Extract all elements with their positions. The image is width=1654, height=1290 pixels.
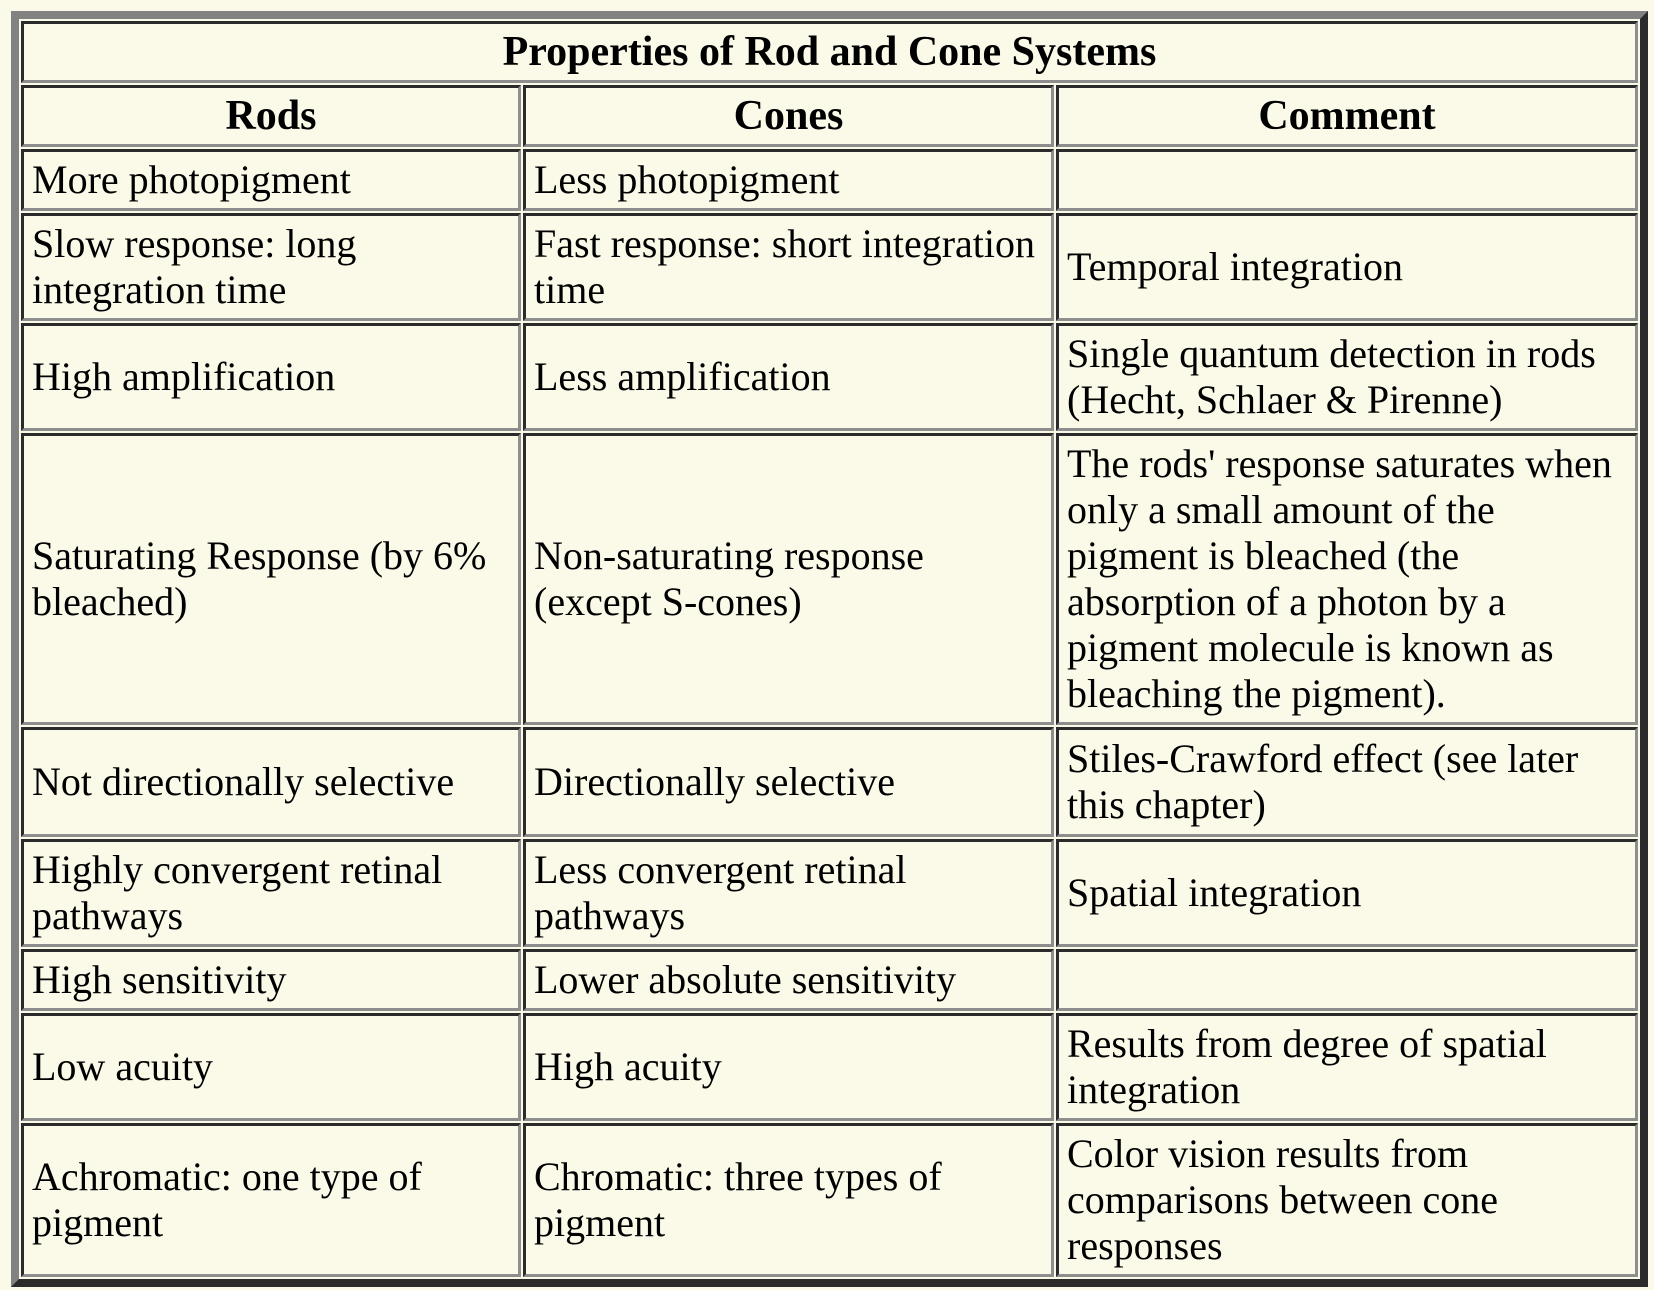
cell-rods: High amplification [21,323,521,431]
table-row [21,1123,1638,1277]
column-header-cones: Cones [523,85,1054,147]
cell-comment: Results from degree of spatial integration [1056,1013,1638,1121]
cell-cones: Non-saturating response (except S-cones) [523,433,1054,725]
cell-rods: Highly convergent retinal pathways [21,839,521,947]
table-title-row [21,21,1638,83]
cell-rods: More photopigment [21,149,521,211]
table-row [21,949,1638,1011]
table-row [21,213,1638,321]
table-row [21,727,1638,837]
cell-rods: Saturating Response (by 6% bleached) [21,433,521,725]
rod-cone-properties-table [11,11,1648,1287]
cell-rods: Achromatic: one type of pigment [21,1123,521,1277]
column-header-rods: Rods [21,85,521,147]
cell-cones: High acuity [523,1013,1054,1121]
cell-rods: Not directionally selective [21,727,521,837]
cell-cones: Chromatic: three types of pigment [523,1123,1054,1277]
cell-rods: Slow response: long integration time [21,213,521,321]
cell-comment: Color vision results from comparisons between cone responses [1056,1123,1638,1277]
cell-comment: Temporal integration [1056,213,1638,321]
cell-comment: The rods' response saturates when only a small amount of the pigment is bleached (the absorption of a photon by a pigment molecule is known as bleaching the pigment). [1056,433,1638,725]
cell-comment: Stiles-Crawford effect (see later this chapter) [1056,727,1638,837]
cell-comment [1056,149,1638,211]
table-row [21,323,1638,431]
table-title: Properties of Rod and Cone Systems [21,21,1638,83]
cell-cones: Less convergent retinal pathways [523,839,1054,947]
table-row [21,1013,1638,1121]
cell-comment: Single quantum detection in rods (Hecht, Schlaer & Pirenne) [1056,323,1638,431]
cell-cones: Fast response: short integration time [523,213,1054,321]
cell-cones: Less amplification [523,323,1054,431]
cell-cones: Directionally selective [523,727,1054,837]
cell-cones: Lower absolute sensitivity [523,949,1054,1011]
table-row [21,839,1638,947]
cell-rods: Low acuity [21,1013,521,1121]
table-row [21,433,1638,725]
table-header-row [21,85,1638,147]
column-header-comment: Comment [1056,85,1638,147]
cell-rods: High sensitivity [21,949,521,1011]
table-row [21,149,1638,211]
cell-comment [1056,949,1638,1011]
cell-comment: Spatial integration [1056,839,1638,947]
cell-cones: Less photopigment [523,149,1054,211]
